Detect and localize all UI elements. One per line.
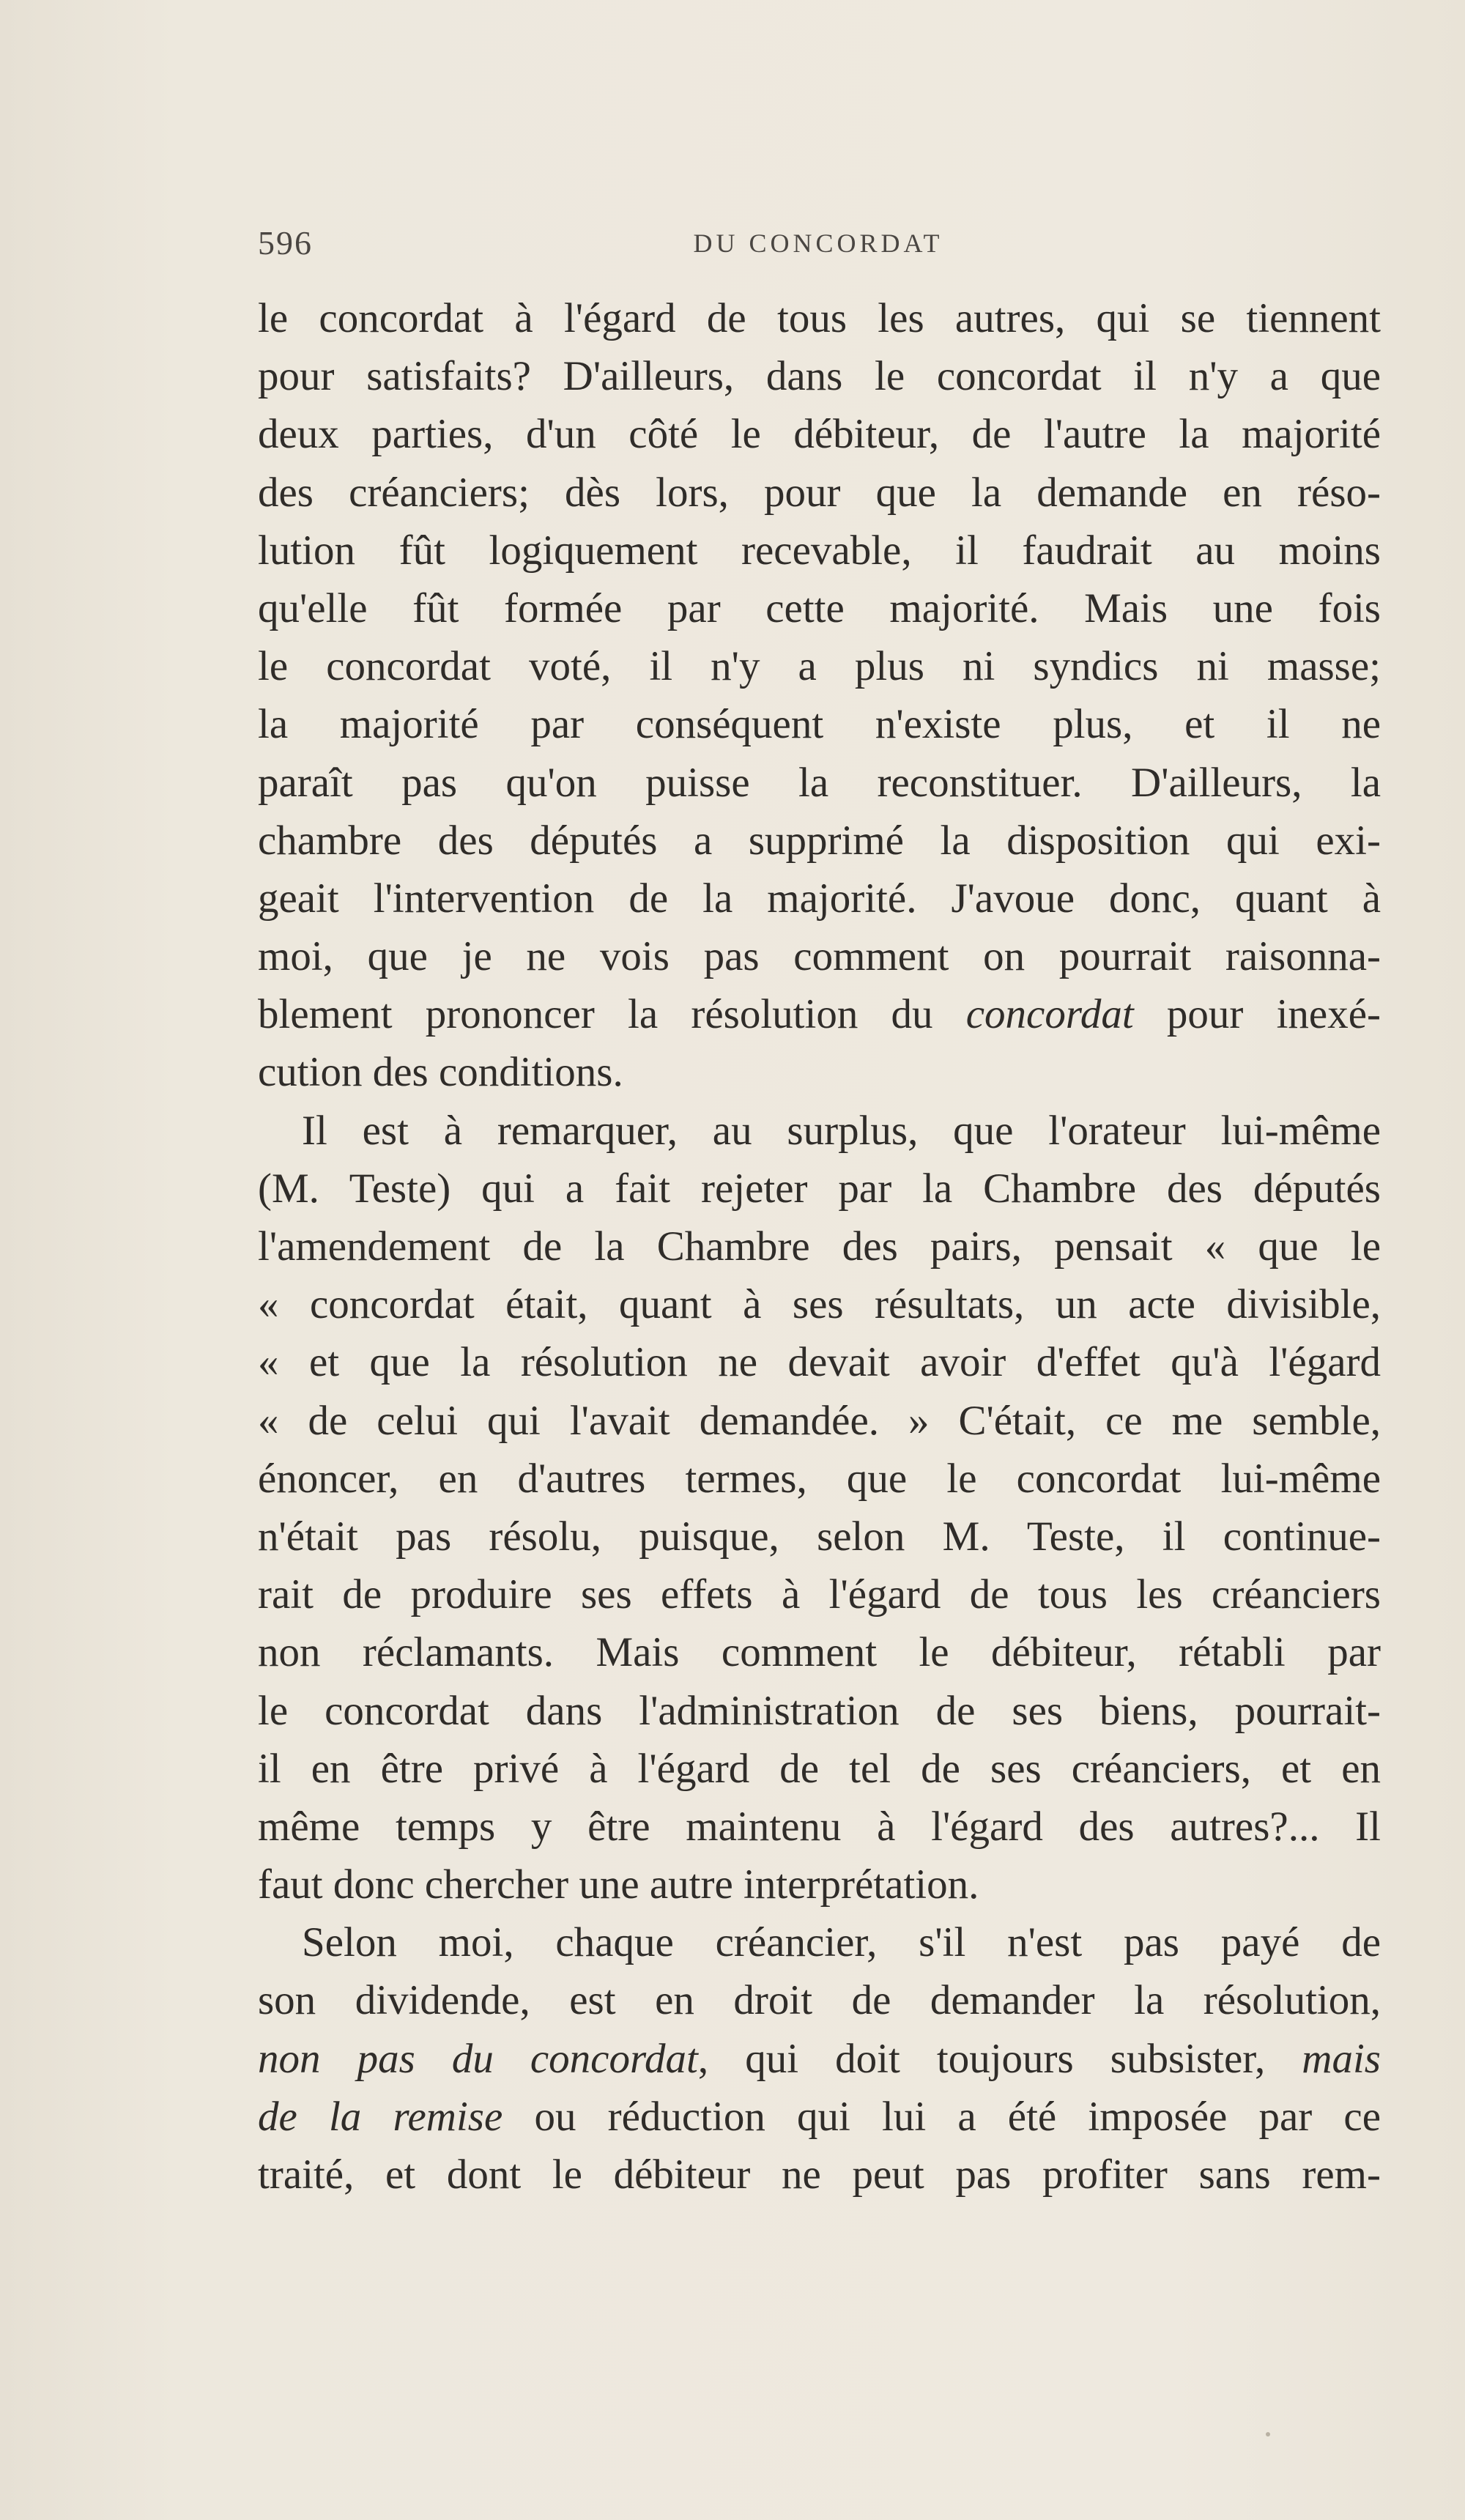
text-line: le concordat dans l'administration de ses biens, pourrait-: [258, 1687, 1381, 1734]
text-line: son dividende, est en droit de demander la résolution,: [258, 1977, 1381, 2024]
text-line: qu'elle fût formée par cette majorité. Mais une fois: [258, 585, 1381, 631]
text-line: l'amendement de la Chambre des pairs, pensait « que le: [258, 1223, 1381, 1270]
text-line: geait l'intervention de la majorité. J'avoue donc, quant à: [258, 875, 1381, 922]
italic-term: non pas du concordat: [258, 2035, 698, 2082]
paper-speck: [1266, 2432, 1270, 2436]
text-line: des créanciers; dès lors, pour que la demande en réso-: [258, 469, 1381, 516]
text-line: moi, que je ne vois pas comment on pourrait raisonna-: [258, 933, 1381, 980]
running-title: DU CONCORDAT: [693, 229, 943, 258]
text-line: la majorité par conséquent n'existe plus, et il ne: [258, 701, 1381, 748]
text-line: il en être privé à l'égard de tel de ses créanciers, et en: [258, 1745, 1381, 1792]
text-line: énoncer, en d'autres termes, que le concordat lui-même: [258, 1455, 1381, 1502]
text-line: non réclamants. Mais comment le débiteur, rétabli par: [258, 1629, 1381, 1676]
text-line: de la remise ou réduction qui lui a été imposée par ce: [258, 2093, 1381, 2140]
italic-term: mais: [1302, 2035, 1381, 2082]
body-text: [258, 289, 1381, 2204]
text-line: blement prononcer la résolution du concordat pour inexé-: [258, 991, 1381, 1038]
text-line: rait de produire ses effets à l'égard de tous les créanciers: [258, 1571, 1381, 1618]
text-line: même temps y être maintenu à l'égard des autres?... Il: [258, 1803, 1381, 1850]
text-line: Il est à remarquer, au surplus, que l'orateur lui-même: [302, 1107, 1381, 1154]
italic-term: concordat: [965, 991, 1134, 1038]
italic-term: de la remise: [258, 2093, 503, 2140]
text-line: n'était pas résolu, puisque, selon M. Teste, il continue-: [258, 1513, 1381, 1560]
text-line: « et que la résolution ne devait avoir d'effet qu'à l'égard: [258, 1339, 1381, 1386]
text-line: « concordat était, quant à ses résultats, un acte divisible,: [258, 1281, 1381, 1328]
text-line: pour satisfaits? D'ailleurs, dans le concordat il n'y a que: [258, 353, 1381, 400]
page-number: 596: [258, 224, 313, 262]
page-header: [258, 223, 1379, 267]
text-line: le concordat à l'égard de tous les autres, qui se tiennent: [258, 295, 1381, 341]
text-line: deux parties, d'un côté le débiteur, de l'autre la majorité: [258, 411, 1381, 458]
text-line: « de celui qui l'avait demandée. » C'était, ce me semble,: [258, 1397, 1381, 1444]
text-line: (M. Teste) qui a fait rejeter par la Chambre des députés: [258, 1165, 1381, 1212]
text-line: non pas du concordat, qui doit toujours subsister, mais: [258, 2035, 1381, 2082]
text-line: traité, et dont le débiteur ne peut pas profiter sans rem-: [258, 2152, 1381, 2198]
text-line: paraît pas qu'on puisse la reconstituer. D'ailleurs, la: [258, 759, 1381, 806]
text-line: Selon moi, chaque créancier, s'il n'est pas payé de: [302, 1919, 1381, 1966]
text-line: cution des conditions.: [258, 1049, 623, 1096]
text-line: chambre des députés a supprimé la disposition qui exi-: [258, 817, 1381, 864]
text-line: lution fût logiquement recevable, il faudrait au moins: [258, 527, 1381, 574]
text-line: le concordat voté, il n'y a plus ni syndics ni masse;: [258, 643, 1381, 690]
text-line: faut donc chercher une autre interprétation.: [258, 1861, 979, 1908]
